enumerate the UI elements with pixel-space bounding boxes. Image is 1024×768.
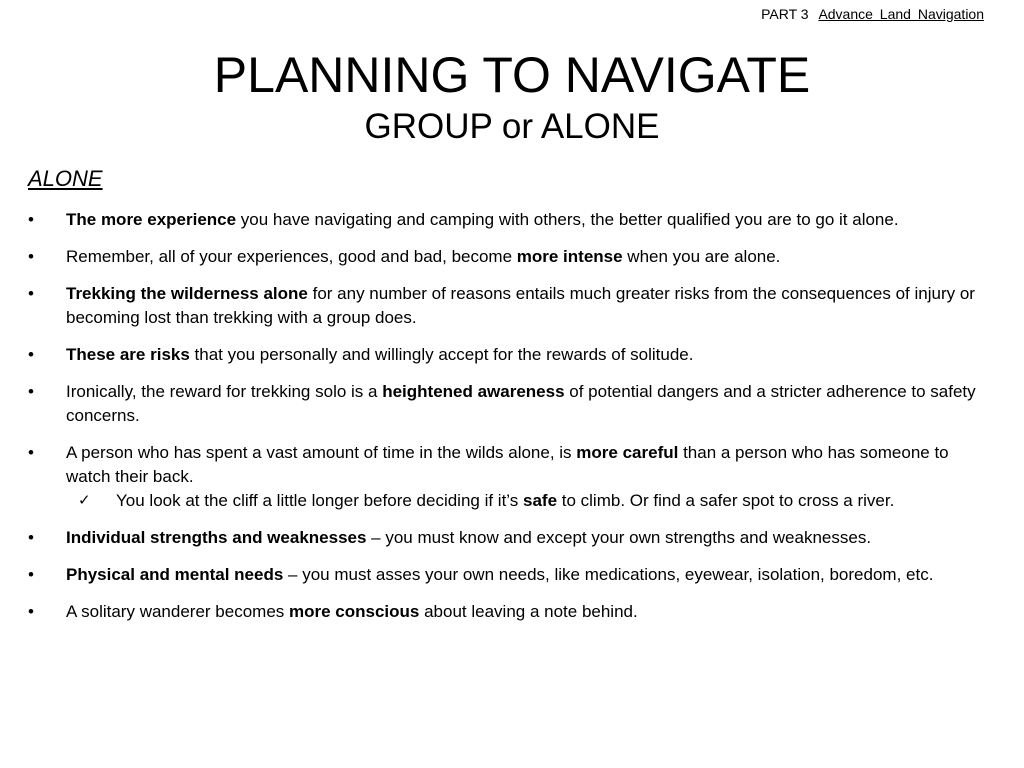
bullet-item bbox=[28, 563, 994, 587]
part-label: PART 3 bbox=[761, 6, 809, 22]
bullet-text: about leaving a note behind. bbox=[419, 602, 638, 621]
bullet-text: – you must know and except your own strengths and weaknesses. bbox=[366, 528, 872, 547]
page-subtitle: GROUP or ALONE bbox=[364, 107, 660, 146]
bullet-item bbox=[28, 526, 994, 550]
bullet-dot-icon: • bbox=[28, 382, 34, 401]
bullet-text: Ironically, the reward for trekking solo is a bbox=[66, 382, 383, 401]
bullet-bold: Physical and mental needs bbox=[66, 565, 284, 584]
page-title: PLANNING TO NAVIGATE bbox=[213, 47, 811, 103]
bullet-bold: more careful bbox=[576, 443, 679, 462]
sub-bullet-item bbox=[66, 489, 994, 513]
bullet-text: Remember, all of your experiences, good and bad, become bbox=[66, 247, 517, 266]
bullet-text: when you are alone. bbox=[622, 247, 781, 266]
bullet-text: than a person who has someone to watch their back. bbox=[66, 443, 949, 486]
bullet-text: A person who has spent a vast amount of time in the wilds alone, is bbox=[66, 443, 577, 462]
bullet-bold: more conscious bbox=[289, 602, 420, 621]
sub-bullet-bold: safe bbox=[523, 491, 558, 510]
bullet-dot-icon: • bbox=[28, 284, 34, 303]
section-heading-alone: ALONE bbox=[28, 166, 103, 191]
bullet-text: A solitary wanderer becomes bbox=[66, 602, 289, 621]
header-tag bbox=[761, 6, 984, 22]
bullet-dot-icon: • bbox=[28, 565, 34, 584]
checkmark-icon: ✓ bbox=[78, 492, 91, 509]
bullet-bold: more intense bbox=[516, 247, 623, 266]
bullet-bold: Individual strengths and weaknesses bbox=[66, 528, 367, 547]
bullet-text: for any number of reasons entails much greater risks from the consequences of injury or becoming lost than trekking with a group does. bbox=[66, 284, 975, 327]
bullet-list bbox=[28, 208, 994, 637]
bullet-bold: The more experience bbox=[66, 210, 237, 229]
course-link[interactable]: Advance Land Navigation bbox=[818, 6, 984, 22]
sub-bullet-text: to climb. Or find a safer spot to cross a river. bbox=[557, 491, 895, 510]
bullet-text: that you personally and willingly accept for the rewards of solitude. bbox=[189, 345, 694, 364]
bullet-dot-icon: • bbox=[28, 345, 34, 364]
bullet-dot-icon: • bbox=[28, 602, 34, 621]
bullet-bold: heightened awareness bbox=[382, 382, 565, 401]
bullet-item bbox=[28, 441, 994, 513]
bullet-item bbox=[28, 245, 994, 269]
bullet-item bbox=[28, 343, 994, 367]
bullet-text: you have navigating and camping with others, the better qualified you are to go it alone. bbox=[236, 210, 899, 229]
bullet-dot-icon: • bbox=[28, 247, 34, 266]
bullet-dot-icon: • bbox=[28, 210, 34, 229]
sub-bullet-text: You look at the cliff a little longer before deciding if it’s bbox=[116, 491, 523, 510]
bullet-dot-icon: • bbox=[28, 443, 34, 462]
bullet-text: of potential dangers and a stricter adherence to safety concerns. bbox=[66, 382, 976, 425]
bullet-bold: Trekking the wilderness alone bbox=[66, 284, 308, 303]
bullet-item bbox=[28, 380, 994, 428]
bullet-bold: These are risks bbox=[66, 345, 190, 364]
bullet-dot-icon: • bbox=[28, 528, 34, 547]
bullet-item bbox=[28, 208, 994, 232]
bullet-item bbox=[28, 282, 994, 330]
bullet-text: – you must asses your own needs, like medications, eyewear, isolation, boredom, etc. bbox=[283, 565, 934, 584]
bullet-item bbox=[28, 600, 994, 624]
